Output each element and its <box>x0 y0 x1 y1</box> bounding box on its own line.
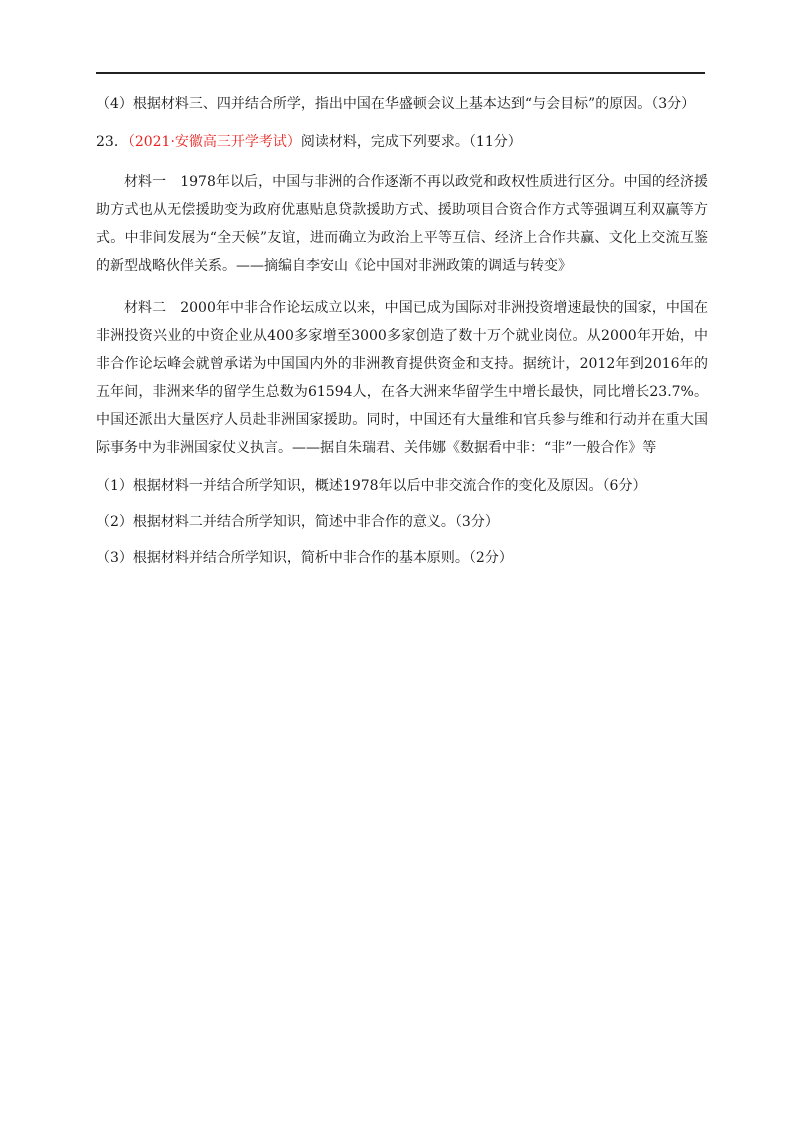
sub-question-1: （1）根据材料一并结合所学知识，概述1978年以后中非交流合作的变化及原因。（6分） <box>96 478 647 494</box>
material-1: 材料一 1978年以后，中国与非洲的合作逐渐不再以政党和政权性质进行区分。中国的经济援助方式也从无偿援助变为政府优惠贴息贷款援助方式、援助项目合资合作方式等强调互利双赢等方式。中非间发展为“全天候”友谊，进而确立为政治上平等互信、经济上合作共赢、文化上交流互鉴的新型战略伙伴关系。——摘编自李安山《论中国对非洲政策的调适与转变》 <box>96 174 708 274</box>
question-number: 23． <box>96 134 128 150</box>
question-prompt: 阅读材料，完成下列要求。（11分） <box>300 134 522 150</box>
material-2: 材料二 2000年中非合作论坛成立以来，中国已成为国际对非洲投资增速最快的国家，中国在非洲投资兴业的中资企业从400多家增至3000多家创造了数十万个就业岗位。从2000年开始，中非合作论坛峰会就曾承诺为中国国内外的非洲教育提供资金和支持。据统计，2012年到2016年的五年间，非洲来华的留学生总数为61594人，在各大洲来华留学生中增长最快，同比增长23.7%。中国还派出大量医疗人员赴非洲国家援助。同时，中国还有大量维和官兵参与维和行动并在重大国际事务中为非洲国家仗义执言。——据自朱瑞君、关伟娜《数据看中非：“非”一般合作》等 <box>96 300 708 456</box>
question-4: （4）根据材料三、四并结合所学，指出中国在华盛顿会议上基本达到“与会目标”的原因。（3分） <box>96 96 696 112</box>
question-source: （2021·安徽高三开学考试） <box>127 134 301 150</box>
sub-question-2: （2）根据材料二并结合所学知识，简述中非合作的意义。（3分） <box>96 514 499 530</box>
header-divider <box>96 72 705 74</box>
document-body <box>96 92 708 570</box>
question-23-heading <box>96 130 708 154</box>
sub-question-3: （3）根据材料并结合所学知识，简析中非合作的基本原则。（2分） <box>96 550 513 566</box>
